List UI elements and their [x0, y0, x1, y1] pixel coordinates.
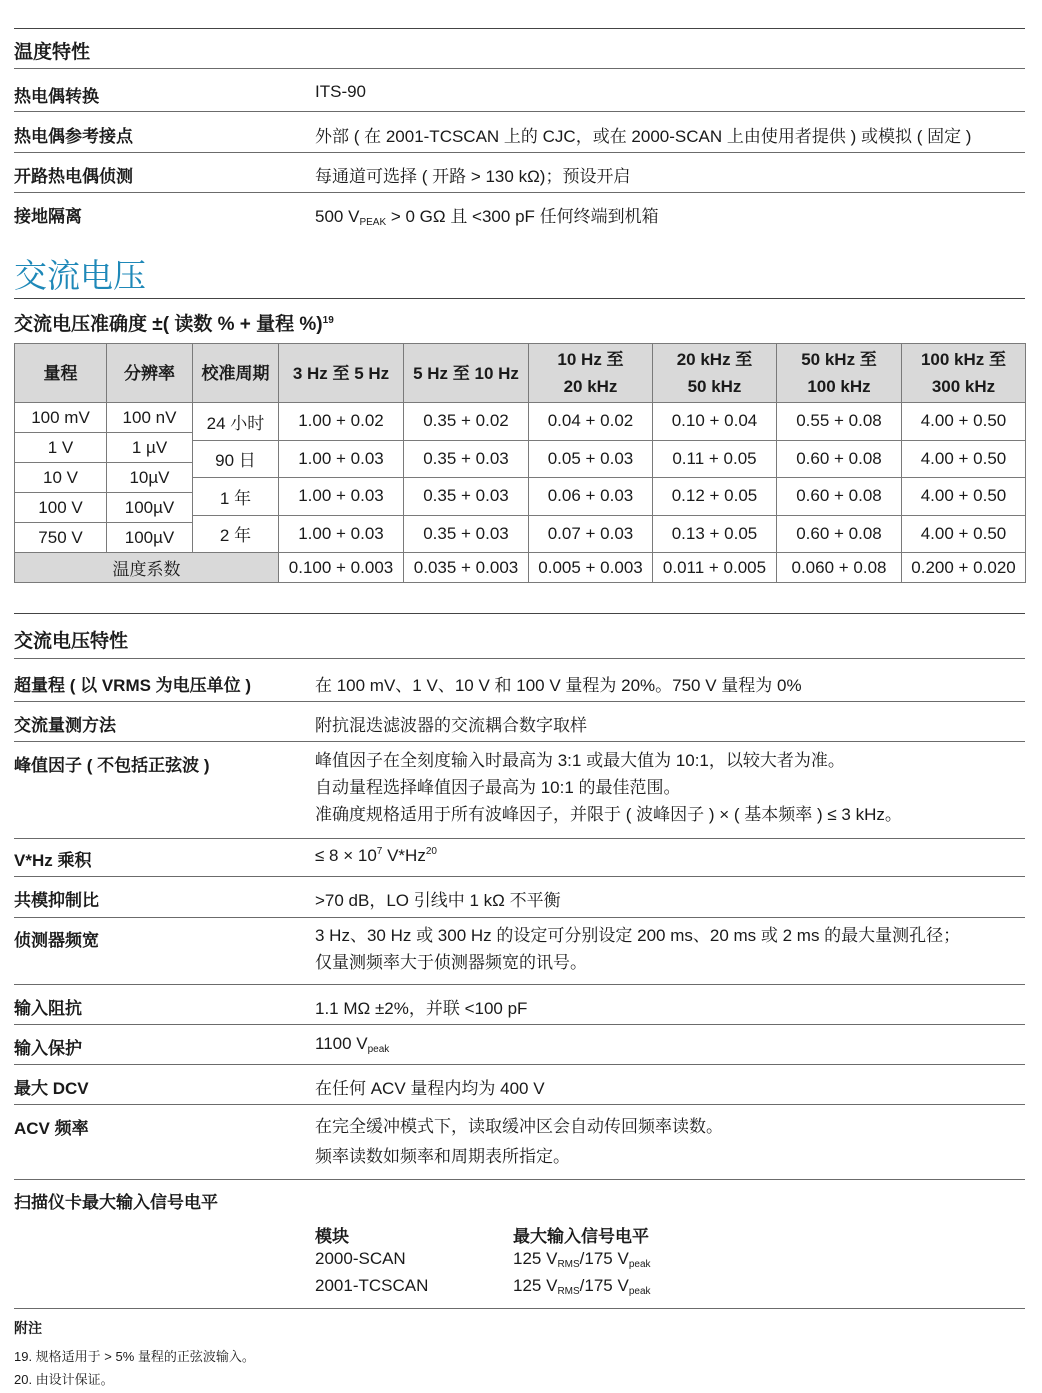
temp-section-title: 温度特性	[14, 42, 91, 63]
footnote-ref: 20	[425, 846, 437, 857]
ac-accuracy-title: 交流电压准确度 ±( 读数 % + 量程 %)$^{19}$	[14, 314, 334, 335]
col-header: 校准周期	[193, 344, 279, 403]
spec-label: 最大 DCV	[14, 1079, 89, 1098]
table-cell: 1.00 + 0.03	[279, 478, 404, 516]
table-cell: 0.35 + 0.02	[404, 403, 529, 441]
divider	[14, 298, 1025, 299]
spec-label: V*Hz 乘积	[14, 851, 92, 870]
table-cell: 0.035 + 0.003	[404, 553, 529, 583]
scanner-module: 2001-TCSCAN	[315, 1276, 429, 1295]
table-cell: 1.00 + 0.03	[279, 515, 404, 553]
divider	[14, 838, 1025, 839]
table-cell: 0.005 + 0.003	[529, 553, 653, 583]
resolution-cell: 1 µV	[107, 433, 193, 463]
resolution-cell: 100 nV	[107, 403, 193, 433]
col-header: 5 Hz 至 10 Hz	[404, 344, 529, 403]
spec-label: 侦测器频宽	[14, 931, 99, 950]
col-header: 50 kHz 至 100 kHz	[777, 344, 902, 403]
spec-label: 交流量测方法	[14, 716, 116, 735]
tempco-label: 温度系数	[15, 553, 279, 583]
scanner-module: 2000-SCAN	[315, 1249, 406, 1268]
spec-label: 峰值因子 ( 不包括正弦波 )	[14, 756, 210, 775]
range-cell: 1 V	[15, 433, 107, 463]
table-cell: 0.55 + 0.08	[777, 403, 902, 441]
spec-value: 1.1 MΩ ±2%，并联 <100 pF	[315, 999, 528, 1018]
range-cell: 100 V	[15, 493, 107, 523]
spec-value: 3 Hz、30 Hz 或 300 Hz 的设定可分别设定 200 ms、20 ms 或 2 ms 的最大量测孔径； 仅量测频率大于侦测器频宽的讯号。	[315, 926, 961, 972]
spec-value: 每通道可选择 ( 开路 > 130 kΩ)；预设开启	[315, 167, 631, 186]
divider	[14, 741, 1025, 742]
range-cell: 10 V	[15, 463, 107, 493]
spec-label: 热电偶参考接点	[14, 127, 133, 146]
divider	[14, 984, 1025, 985]
table-cell: 4.00 + 0.50	[902, 403, 1026, 441]
spec-value: 1100 $V_{peak}$	[315, 1034, 390, 1055]
table-row-tempco	[15, 553, 1026, 583]
spec-label: 共模抑制比	[14, 891, 99, 910]
spec-value: ≤ $8 \times 10^7$ V*Hz$^{20}$	[315, 846, 437, 865]
ac-accuracy-table	[14, 343, 1026, 583]
spec-value: 在 100 mV、1 V、10 V 和 100 V 量程为 20%。750 V 量程为 0%	[315, 676, 802, 695]
divider	[14, 1179, 1025, 1180]
spec-label: 扫描仪卡最大输入信号电平	[14, 1193, 218, 1212]
table-header-row	[15, 344, 1026, 403]
col-header: 分辨率	[107, 344, 193, 403]
spec-value: >70 dB，LO 引线中 1 kΩ 不平衡	[315, 891, 561, 910]
cal-period-cell: 90 日	[193, 440, 279, 478]
col-header: 100 kHz 至 300 kHz	[902, 344, 1026, 403]
footnote-19: 19. 规格适用于 > 5% 量程的正弦波输入。	[14, 1349, 255, 1364]
spec-value: 在完全缓冲模式下，读取缓冲区会自动传回频率读数。 频率读数如频率和周期表所指定。	[315, 1117, 723, 1166]
col-header: 量程	[15, 344, 107, 403]
divider	[14, 192, 1025, 193]
cal-period-cell: 24 小时	[193, 403, 279, 441]
resolution-cell: 10µV	[107, 463, 193, 493]
divider	[14, 613, 1025, 614]
divider	[14, 152, 1025, 153]
table-cell: 0.35 + 0.03	[404, 478, 529, 516]
table-cell: 0.07 + 0.03	[529, 515, 653, 553]
spec-label: 开路热电偶侦测	[14, 167, 133, 186]
notes-title: 附注	[14, 1320, 42, 1336]
table-cell: 1.00 + 0.03	[279, 440, 404, 478]
table-cell: 0.13 + 0.05	[653, 515, 777, 553]
table-cell: 0.10 + 0.04	[653, 403, 777, 441]
scanner-col-module: 模块	[315, 1227, 349, 1246]
table-cell: 0.100 + 0.003	[279, 553, 404, 583]
spec-label: 热电偶转换	[14, 87, 99, 106]
table-cell: 0.060 + 0.08	[777, 553, 902, 583]
table-row	[15, 403, 1026, 411]
spec-label: 超量程 ( 以 VRMS 为电压单位 )	[14, 676, 252, 695]
spec-value: 外部 ( 在 2001-TCSCAN 上的 CJC，或在 2000-SCAN 上由使用者提供 ) 或模拟 ( 固定 )	[315, 127, 972, 146]
table-cell: 0.60 + 0.08	[777, 478, 902, 516]
table-cell: 0.200 + 0.020	[902, 553, 1026, 583]
table-cell: 0.04 + 0.02	[529, 403, 653, 441]
range-cell: 100 mV	[15, 403, 107, 433]
divider	[14, 1308, 1025, 1309]
table-cell: 0.60 + 0.08	[777, 515, 902, 553]
ac-voltage-heading: 交流电压	[14, 257, 146, 294]
table-cell: 0.011 + 0.005	[653, 553, 777, 583]
spec-value: 500 $V_{PEAK} > 0$ GΩ 且 <300 pF 任何终端到机箱	[315, 207, 659, 228]
col-header: 20 kHz 至 50 kHz	[653, 344, 777, 403]
divider	[14, 917, 1025, 918]
spec-label: ACV 频率	[14, 1119, 89, 1138]
table-cell: 4.00 + 0.50	[902, 478, 1026, 516]
spec-value: 峰值因子在全刻度输入时最高为 3:1 或最大值为 10:1，以较大者为准。 自动量程选择峰值因子最高为 10:1 的最佳范围。 准确度规格适用于所有波峰因子，并限于 ( 波峰因子 ) × ( 基本频率 ) ≤ 3 kHz。	[315, 751, 902, 824]
cal-period-cell: 2 年	[193, 515, 279, 553]
divider	[14, 701, 1025, 702]
table-cell: 0.06 + 0.03	[529, 478, 653, 516]
table-cell: 0.35 + 0.03	[404, 515, 529, 553]
divider	[14, 876, 1025, 877]
table-cell: 0.11 + 0.05	[653, 440, 777, 478]
spec-value: 附抗混迭滤波器的交流耦合数字取样	[315, 716, 587, 735]
divider	[14, 1024, 1025, 1025]
divider	[14, 658, 1025, 659]
scanner-level: 125 $V_{RMS}/175$ $V_{peak}$	[513, 1249, 651, 1270]
divider	[14, 1104, 1025, 1105]
table-cell: 1.00 + 0.02	[279, 403, 404, 441]
col-header: 10 Hz 至 20 kHz	[529, 344, 653, 403]
footnote-20: 20. 由设计保证。	[14, 1372, 114, 1387]
table-cell: 0.60 + 0.08	[777, 440, 902, 478]
footnote-ref: 19	[322, 315, 334, 326]
table-cell: 4.00 + 0.50	[902, 515, 1026, 553]
divider	[14, 68, 1025, 69]
divider	[14, 111, 1025, 112]
scanner-level: 125 $V_{RMS}/175$ $V_{peak}$	[513, 1276, 651, 1297]
spec-value: ITS-90	[315, 82, 367, 101]
cal-period-cell: 1 年	[193, 478, 279, 516]
range-cell: 750 V	[15, 523, 107, 553]
resolution-cell: 100µV	[107, 523, 193, 553]
divider	[14, 1064, 1025, 1065]
resolution-cell: 100µV	[107, 493, 193, 523]
spec-label: 输入保护	[14, 1039, 82, 1058]
table-cell: 0.05 + 0.03	[529, 440, 653, 478]
table-cell: 4.00 + 0.50	[902, 440, 1026, 478]
col-header: 3 Hz 至 5 Hz	[279, 344, 404, 403]
table-cell: 0.12 + 0.05	[653, 478, 777, 516]
top-rule	[14, 28, 1025, 29]
scanner-col-level: 最大输入信号电平	[513, 1227, 649, 1246]
spec-label: 接地隔离	[14, 207, 82, 226]
spec-label: 输入阻抗	[14, 999, 82, 1018]
table-cell: 0.35 + 0.03	[404, 440, 529, 478]
ac-char-title: 交流电压特性	[14, 631, 129, 652]
spec-value: 在任何 ACV 量程内均为 400 V	[315, 1079, 545, 1098]
